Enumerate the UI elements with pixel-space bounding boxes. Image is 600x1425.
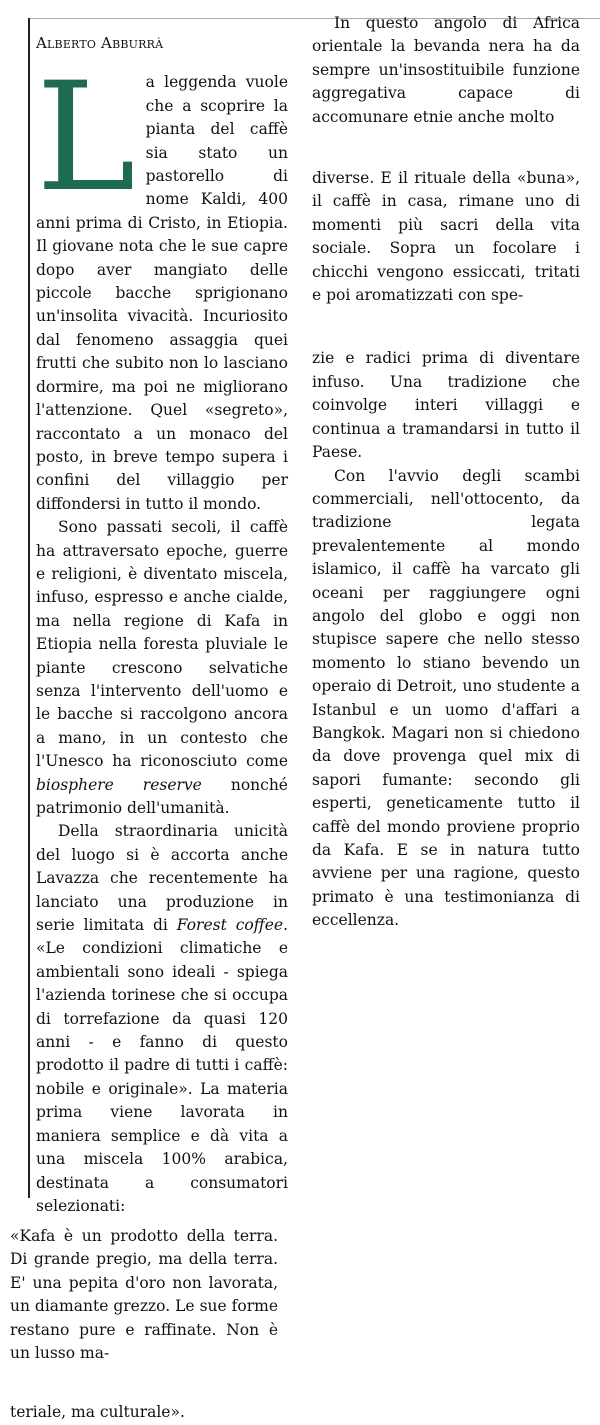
paragraph-3-text-b: . «Le condizioni climatiche e ambientali sono ideali - spiega l'azienda torinese che si occupa di torrefazione da quasi 120 anni - e fanno di questo prodotto il padre di tutti i caffè: nobile e originale». La materia prima viene lavorata in maniera semplice e dà vita a una miscela 100% arabica, destinata a consumatori selezionati: [36,916,288,1215]
paragraph-5: Con l'avvio degli scambi commerciali, nell'ottocento, da tradizione legata prevalentemente al mondo islamico, il caffè ha varcato gli oceani per raggiungere ogni angolo del globo e oggi non stupisce sapere che nello stesso momento lo stiano bevendo un operaio di Detroit, uno studente a Istanbul e un uomo d'affari a Bangkok. Magari non si chiedono da dove provenga quel mix di sapori fumante: secondo gli esperti, geneticamente tutto il caffè del mondo proviene proprio da Kafa. E se in natura tutto avviene per una ragione, questo primato è una testimonianza di eccellenza. [312,466,580,930]
paragraph-4-part-a: In questo angolo di Africa orientale la bevanda nera ha da sempre un'insostituibile funzione aggregativa capace di accomunare etnie anche molto [312,14,580,126]
paragraph-4-part-c: zie e radici prima di diventare infuso. Una tradizione che coinvolge interi villaggi e continua a tramandarsi in tutto il Paese. [312,349,580,462]
paragraph-2-emphasis: biosphere reserve [36,775,202,794]
left-column [36,32,288,1218]
column-gap-2 [312,307,580,347]
left-rule [28,18,30,1198]
paragraph-2-text-a: Sono passati secoli, il caffè ha attraversato epoche, guerre e religioni, è diventato miscela, infuso, espresso e anche cialde, ma nella regione di Kafa in Etiopia nella foresta pluviale le piante crescono selvatiche senza l'intervento dell'uomo e le bacche si raccolgono ancora a mano, in un contesto che l'Unesco ha riconosciuto come [36,518,288,771]
bottom-gap [10,1365,278,1401]
bottom-block [10,1225,278,1425]
paragraph-1 [36,51,288,516]
paragraph-4-part-b: diverse. E il rituale della «buna», il caffè in casa, rimane uno di momenti più sacri della vita sociale. Sopra un focolare i chicchi vengono essiccati, tritati e poi aromatizzati con spe- [312,169,580,305]
paragraph-3-emphasis: Forest coffee [176,916,284,935]
paragraph-6-part-a: «Kafa è un prodotto della terra. Di grande pregio, ma della terra. E' una pepita d'oro non lavorata, un diamante grezzo. Le sue forme restano pure e raffinate. Non è un lusso ma- [10,1227,278,1363]
drop-cap: L [36,51,136,226]
paragraph-6-part-b: teriale, ma culturale». [10,1403,185,1422]
paragraph-2-text-b: nonché patrimonio dell'umanità. [36,775,288,817]
column-gap-1 [312,129,580,167]
paragraph-2 [36,516,288,820]
right-column [312,12,580,933]
byline: Alberto Abburrà [36,34,164,52]
paragraph-1-text: a leggenda vuole che a scoprire la pianta del caffè sia stato un pastorello di nome Kaldi, 400 anni prima di Cristo, in Etiopia. Il giovane nota che le sue capre dopo aver mangiato delle piccole bacche sprigionano un'insolita vivacità. Incuriosito dal fenomeno assaggia quei frutti che subito non lo lasciano dormire, ma poi ne migliorano l'attenzione. Quel «segreto», raccontato a un monaco del posto, in breve tempo supera i confini del villaggio per diffondersi in tutto il mondo. [36,73,288,513]
paragraph-3-text-a: Della straordinaria unicità del luogo si è accorta anche Lavazza che recentemente ha lanciato una produzione in serie limitata di [36,822,288,935]
paragraph-3 [36,820,288,1218]
